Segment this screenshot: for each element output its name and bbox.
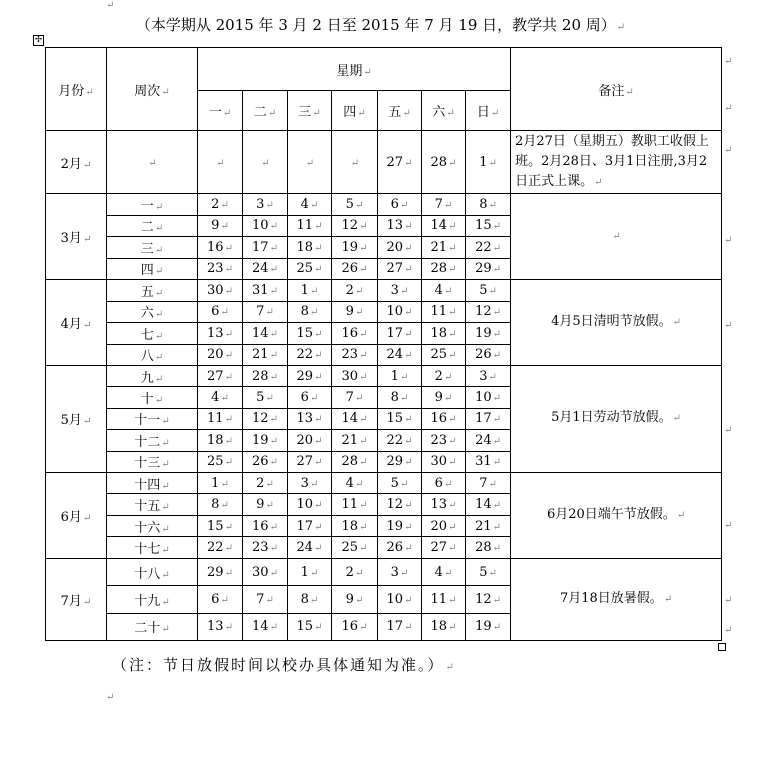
day-cell: 3 ↵ bbox=[378, 558, 422, 585]
week-row bbox=[46, 558, 722, 585]
day-cell: 5 ↵ bbox=[466, 280, 511, 302]
day-cell: 25 ↵ bbox=[422, 344, 466, 366]
week-number-cell: 十八 ↵ bbox=[107, 558, 198, 585]
day-cell: 15 ↵ bbox=[288, 613, 332, 640]
day-cell: 19 ↵ bbox=[332, 237, 378, 259]
footnote: （注：节日放假时间以校办具体通知为准。） ↵ bbox=[112, 654, 456, 675]
week-row bbox=[46, 472, 722, 494]
day-cell: 11 ↵ bbox=[288, 215, 332, 237]
day-cell: 26 ↵ bbox=[378, 537, 422, 559]
week-number-cell: 三 ↵ bbox=[107, 237, 198, 259]
week-number-cell: 十七 ↵ bbox=[107, 537, 198, 559]
week-number-cell: 十四 ↵ bbox=[107, 472, 198, 494]
header-weekday: 三 ↵ bbox=[288, 91, 332, 131]
day-cell: 18 ↵ bbox=[422, 323, 466, 345]
day-cell: 16 ↵ bbox=[332, 323, 378, 345]
day-cell: 16 ↵ bbox=[332, 613, 378, 640]
week-number-cell: 七 ↵ bbox=[107, 323, 198, 345]
day-cell: 28 ↵ bbox=[422, 258, 466, 280]
day-cell: 16 ↵ bbox=[198, 237, 243, 259]
day-cell: 7 ↵ bbox=[422, 194, 466, 216]
header-weekday: 日 ↵ bbox=[466, 91, 511, 131]
day-cell: 27 ↵ bbox=[422, 537, 466, 559]
day-cell: 21 ↵ bbox=[422, 237, 466, 259]
day-cell bbox=[332, 131, 378, 194]
week-number-cell bbox=[107, 131, 198, 194]
day-cell: 28 ↵ bbox=[332, 451, 378, 472]
semester-calendar-table bbox=[45, 47, 722, 641]
semester-title: （本学期从 2015 年 3 月 2 日至 2015 年 7 月 19 日，教学共 20 周） ↵ bbox=[0, 14, 761, 35]
month-cell: 6月 ↵ bbox=[46, 472, 107, 558]
day-cell: 6 ↵ bbox=[288, 387, 332, 408]
day-cell: 2 ↵ bbox=[422, 366, 466, 387]
day-cell: 20 ↵ bbox=[198, 344, 243, 366]
day-cell: 11 ↵ bbox=[198, 408, 243, 429]
header-weekday-group: 星期 ↵ bbox=[198, 48, 511, 91]
day-cell: 9 ↵ bbox=[243, 494, 288, 516]
day-cell: 24 ↵ bbox=[466, 430, 511, 451]
day-cell: 2 ↵ bbox=[198, 194, 243, 216]
day-cell: 1 ↵ bbox=[288, 558, 332, 585]
day-cell: 25 ↵ bbox=[332, 537, 378, 559]
day-cell: 15 ↵ bbox=[288, 323, 332, 345]
day-cell: 2 ↵ bbox=[243, 472, 288, 494]
day-cell: 29 ↵ bbox=[198, 558, 243, 585]
day-cell: 10 ↵ bbox=[378, 301, 422, 323]
row-end-mark: ↵ bbox=[724, 235, 733, 246]
row-end-mark: ↵ bbox=[724, 56, 733, 67]
day-cell: 25 ↵ bbox=[198, 451, 243, 472]
remark-cell: 5月1日劳动节放假。 ↵ bbox=[511, 366, 722, 473]
table-resize-handle-icon[interactable] bbox=[718, 643, 726, 651]
header-weekday: 六 ↵ bbox=[422, 91, 466, 131]
day-cell: 5 ↵ bbox=[466, 558, 511, 585]
week-number-cell: 九 ↵ bbox=[107, 366, 198, 387]
day-cell: 20 ↵ bbox=[378, 237, 422, 259]
day-cell: 11 ↵ bbox=[422, 301, 466, 323]
day-cell: 13 ↵ bbox=[422, 494, 466, 516]
day-cell: 17 ↵ bbox=[466, 408, 511, 429]
day-cell: 8 ↵ bbox=[288, 586, 332, 613]
remark-cell bbox=[511, 194, 722, 280]
day-cell: 22 ↵ bbox=[378, 430, 422, 451]
day-cell: 3 ↵ bbox=[243, 194, 288, 216]
day-cell: 5 ↵ bbox=[378, 472, 422, 494]
day-cell: 8 ↵ bbox=[198, 494, 243, 516]
day-cell: 17 ↵ bbox=[378, 613, 422, 640]
day-cell: 18 ↵ bbox=[288, 237, 332, 259]
month-cell: 2月 ↵ bbox=[46, 131, 107, 194]
day-cell: 22 ↵ bbox=[288, 344, 332, 366]
day-cell: 14 ↵ bbox=[332, 408, 378, 429]
week-number-cell: 十六 ↵ bbox=[107, 515, 198, 537]
day-cell: 16 ↵ bbox=[243, 515, 288, 537]
month-cell: 4月 ↵ bbox=[46, 280, 107, 366]
day-cell: 19 ↵ bbox=[378, 515, 422, 537]
day-cell: 1 ↵ bbox=[288, 280, 332, 302]
day-cell: 6 ↵ bbox=[378, 194, 422, 216]
day-cell: 31 ↵ bbox=[243, 280, 288, 302]
day-cell: 30 ↵ bbox=[198, 280, 243, 302]
day-cell: 29 ↵ bbox=[378, 451, 422, 472]
row-end-mark: ↵ bbox=[724, 103, 733, 114]
day-cell: 3 ↵ bbox=[378, 280, 422, 302]
day-cell: 31 ↵ bbox=[466, 451, 511, 472]
day-cell: 13 ↵ bbox=[198, 613, 243, 640]
remark-cell: 2月27日（星期五）教职工收假上班。2月28日、3月1日注册,3月2日正式上课。 ↵ bbox=[511, 131, 722, 194]
day-cell: 12 ↵ bbox=[332, 215, 378, 237]
remark-cell: 7月18日放暑假。 ↵ bbox=[511, 558, 722, 640]
day-cell: 23 ↵ bbox=[332, 344, 378, 366]
day-cell: 27 ↵ bbox=[378, 258, 422, 280]
day-cell: 11 ↵ bbox=[332, 494, 378, 516]
header-weekday: 五 ↵ bbox=[378, 91, 422, 131]
day-cell: 30 ↵ bbox=[243, 558, 288, 585]
day-cell: 18 ↵ bbox=[332, 515, 378, 537]
week-number-cell: 十九 ↵ bbox=[107, 586, 198, 613]
week-number-cell: 一 ↵ bbox=[107, 194, 198, 216]
week-row bbox=[46, 366, 722, 387]
day-cell: 7 ↵ bbox=[332, 387, 378, 408]
day-cell: 18 ↵ bbox=[422, 613, 466, 640]
row-end-mark: ↵ bbox=[724, 425, 733, 436]
day-cell: 12 ↵ bbox=[466, 301, 511, 323]
remark-cell: 4月5日清明节放假。 ↵ bbox=[511, 280, 722, 366]
day-cell: 19 ↵ bbox=[466, 323, 511, 345]
day-cell: 15 ↵ bbox=[466, 215, 511, 237]
day-cell: 3 ↵ bbox=[288, 472, 332, 494]
header-weekday: 四 ↵ bbox=[332, 91, 378, 131]
day-cell: 29 ↵ bbox=[288, 366, 332, 387]
day-cell: 20 ↵ bbox=[422, 515, 466, 537]
day-cell: 17 ↵ bbox=[288, 515, 332, 537]
week-number-cell: 六 ↵ bbox=[107, 301, 198, 323]
day-cell: 8 ↵ bbox=[466, 194, 511, 216]
row-end-mark: ↵ bbox=[724, 320, 733, 331]
week-number-cell: 十二 ↵ bbox=[107, 430, 198, 451]
day-cell: 10 ↵ bbox=[466, 387, 511, 408]
day-cell: 6 ↵ bbox=[198, 586, 243, 613]
week-number-cell: 五 ↵ bbox=[107, 280, 198, 302]
day-cell: 12 ↵ bbox=[466, 586, 511, 613]
day-cell: 6 ↵ bbox=[422, 472, 466, 494]
paragraph-mark: ↵ bbox=[106, 0, 115, 11]
week-number-cell: 八 ↵ bbox=[107, 344, 198, 366]
day-cell: 2 ↵ bbox=[332, 558, 378, 585]
day-cell: 22 ↵ bbox=[466, 237, 511, 259]
day-cell: 4 ↵ bbox=[198, 387, 243, 408]
day-cell bbox=[198, 131, 243, 194]
day-cell: 5 ↵ bbox=[332, 194, 378, 216]
day-cell: 4 ↵ bbox=[288, 194, 332, 216]
table-move-handle-icon[interactable]: ✢ bbox=[34, 35, 43, 45]
day-cell: 21 ↵ bbox=[332, 430, 378, 451]
week-row bbox=[46, 194, 722, 216]
day-cell: 9 ↵ bbox=[332, 301, 378, 323]
day-cell: 18 ↵ bbox=[198, 430, 243, 451]
day-cell: 28 ↵ bbox=[466, 537, 511, 559]
paragraph-mark: ↵ bbox=[106, 692, 115, 703]
row-end-mark: ↵ bbox=[724, 145, 733, 156]
week-number-cell: 四 ↵ bbox=[107, 258, 198, 280]
header-remark: 备注 ↵ bbox=[511, 48, 722, 131]
day-cell: 27 ↵ bbox=[198, 366, 243, 387]
week-row bbox=[46, 131, 722, 194]
day-cell bbox=[288, 131, 332, 194]
day-cell: 26 ↵ bbox=[466, 344, 511, 366]
week-number-cell: 十三 ↵ bbox=[107, 451, 198, 472]
day-cell: 4 ↵ bbox=[332, 472, 378, 494]
day-cell: 6 ↵ bbox=[198, 301, 243, 323]
day-cell: 17 ↵ bbox=[243, 237, 288, 259]
day-cell bbox=[243, 131, 288, 194]
day-cell: 4 ↵ bbox=[422, 558, 466, 585]
day-cell: 12 ↵ bbox=[243, 408, 288, 429]
day-cell: 8 ↵ bbox=[378, 387, 422, 408]
day-cell: 9 ↵ bbox=[422, 387, 466, 408]
day-cell: 3 ↵ bbox=[466, 366, 511, 387]
header-week: 周次 ↵ bbox=[107, 48, 198, 131]
day-cell: 19 ↵ bbox=[243, 430, 288, 451]
day-cell: 14 ↵ bbox=[422, 215, 466, 237]
day-cell: 23 ↵ bbox=[198, 258, 243, 280]
week-number-cell: 十五 ↵ bbox=[107, 494, 198, 516]
day-cell: 26 ↵ bbox=[243, 451, 288, 472]
week-number-cell: 十 ↵ bbox=[107, 387, 198, 408]
day-cell: 7 ↵ bbox=[243, 301, 288, 323]
day-cell: 9 ↵ bbox=[332, 586, 378, 613]
week-row bbox=[46, 280, 722, 302]
day-cell: 30 ↵ bbox=[422, 451, 466, 472]
day-cell: 25 ↵ bbox=[288, 258, 332, 280]
day-cell: 23 ↵ bbox=[422, 430, 466, 451]
day-cell: 14 ↵ bbox=[243, 613, 288, 640]
day-cell: 15 ↵ bbox=[378, 408, 422, 429]
day-cell: 27 ↵ bbox=[288, 451, 332, 472]
day-cell: 14 ↵ bbox=[243, 323, 288, 345]
day-cell: 30 ↵ bbox=[332, 366, 378, 387]
day-cell: 28 ↵ bbox=[243, 366, 288, 387]
day-cell: 1 ↵ bbox=[378, 366, 422, 387]
day-cell: 15 ↵ bbox=[198, 515, 243, 537]
day-cell: 23 ↵ bbox=[243, 537, 288, 559]
day-cell: 10 ↵ bbox=[378, 586, 422, 613]
row-end-mark: ↵ bbox=[724, 625, 733, 636]
day-cell: 21 ↵ bbox=[466, 515, 511, 537]
row-end-mark: ↵ bbox=[724, 595, 733, 606]
day-cell: 16 ↵ bbox=[422, 408, 466, 429]
header-month: 月份 ↵ bbox=[46, 48, 107, 131]
day-cell: 17 ↵ bbox=[378, 323, 422, 345]
day-cell: 2 ↵ bbox=[332, 280, 378, 302]
day-cell: 1 ↵ bbox=[198, 472, 243, 494]
header-weekday: 二 ↵ bbox=[243, 91, 288, 131]
day-cell: 21 ↵ bbox=[243, 344, 288, 366]
day-cell: 7 ↵ bbox=[243, 586, 288, 613]
day-cell: 24 ↵ bbox=[243, 258, 288, 280]
day-cell: 26 ↵ bbox=[332, 258, 378, 280]
day-cell: 19 ↵ bbox=[466, 613, 511, 640]
month-cell: 3月 ↵ bbox=[46, 194, 107, 280]
day-cell: 8 ↵ bbox=[288, 301, 332, 323]
day-cell: 7 ↵ bbox=[466, 472, 511, 494]
header-weekday: 一 ↵ bbox=[198, 91, 243, 131]
day-cell: 27 ↵ bbox=[378, 131, 422, 194]
day-cell: 13 ↵ bbox=[198, 323, 243, 345]
day-cell: 13 ↵ bbox=[288, 408, 332, 429]
remark-cell: 6月20日端午节放假。 ↵ bbox=[511, 472, 722, 558]
day-cell: 11 ↵ bbox=[422, 586, 466, 613]
day-cell: 5 ↵ bbox=[243, 387, 288, 408]
day-cell: 12 ↵ bbox=[378, 494, 422, 516]
week-number-cell: 二十 ↵ bbox=[107, 613, 198, 640]
day-cell: 10 ↵ bbox=[243, 215, 288, 237]
day-cell: 10 ↵ bbox=[288, 494, 332, 516]
day-cell: 28 ↵ bbox=[422, 131, 466, 194]
day-cell: 20 ↵ bbox=[288, 430, 332, 451]
month-cell: 5月 ↵ bbox=[46, 366, 107, 473]
month-cell: 7月 ↵ bbox=[46, 558, 107, 640]
day-cell: 24 ↵ bbox=[288, 537, 332, 559]
day-cell: 22 ↵ bbox=[198, 537, 243, 559]
row-end-mark: ↵ bbox=[724, 520, 733, 531]
day-cell: 1 ↵ bbox=[466, 131, 511, 194]
day-cell: 4 ↵ bbox=[422, 280, 466, 302]
day-cell: 24 ↵ bbox=[378, 344, 422, 366]
week-number-cell: 十一 ↵ bbox=[107, 408, 198, 429]
day-cell: 13 ↵ bbox=[378, 215, 422, 237]
day-cell: 29 ↵ bbox=[466, 258, 511, 280]
day-cell: 14 ↵ bbox=[466, 494, 511, 516]
week-number-cell: 二 ↵ bbox=[107, 215, 198, 237]
day-cell: 9 ↵ bbox=[198, 215, 243, 237]
